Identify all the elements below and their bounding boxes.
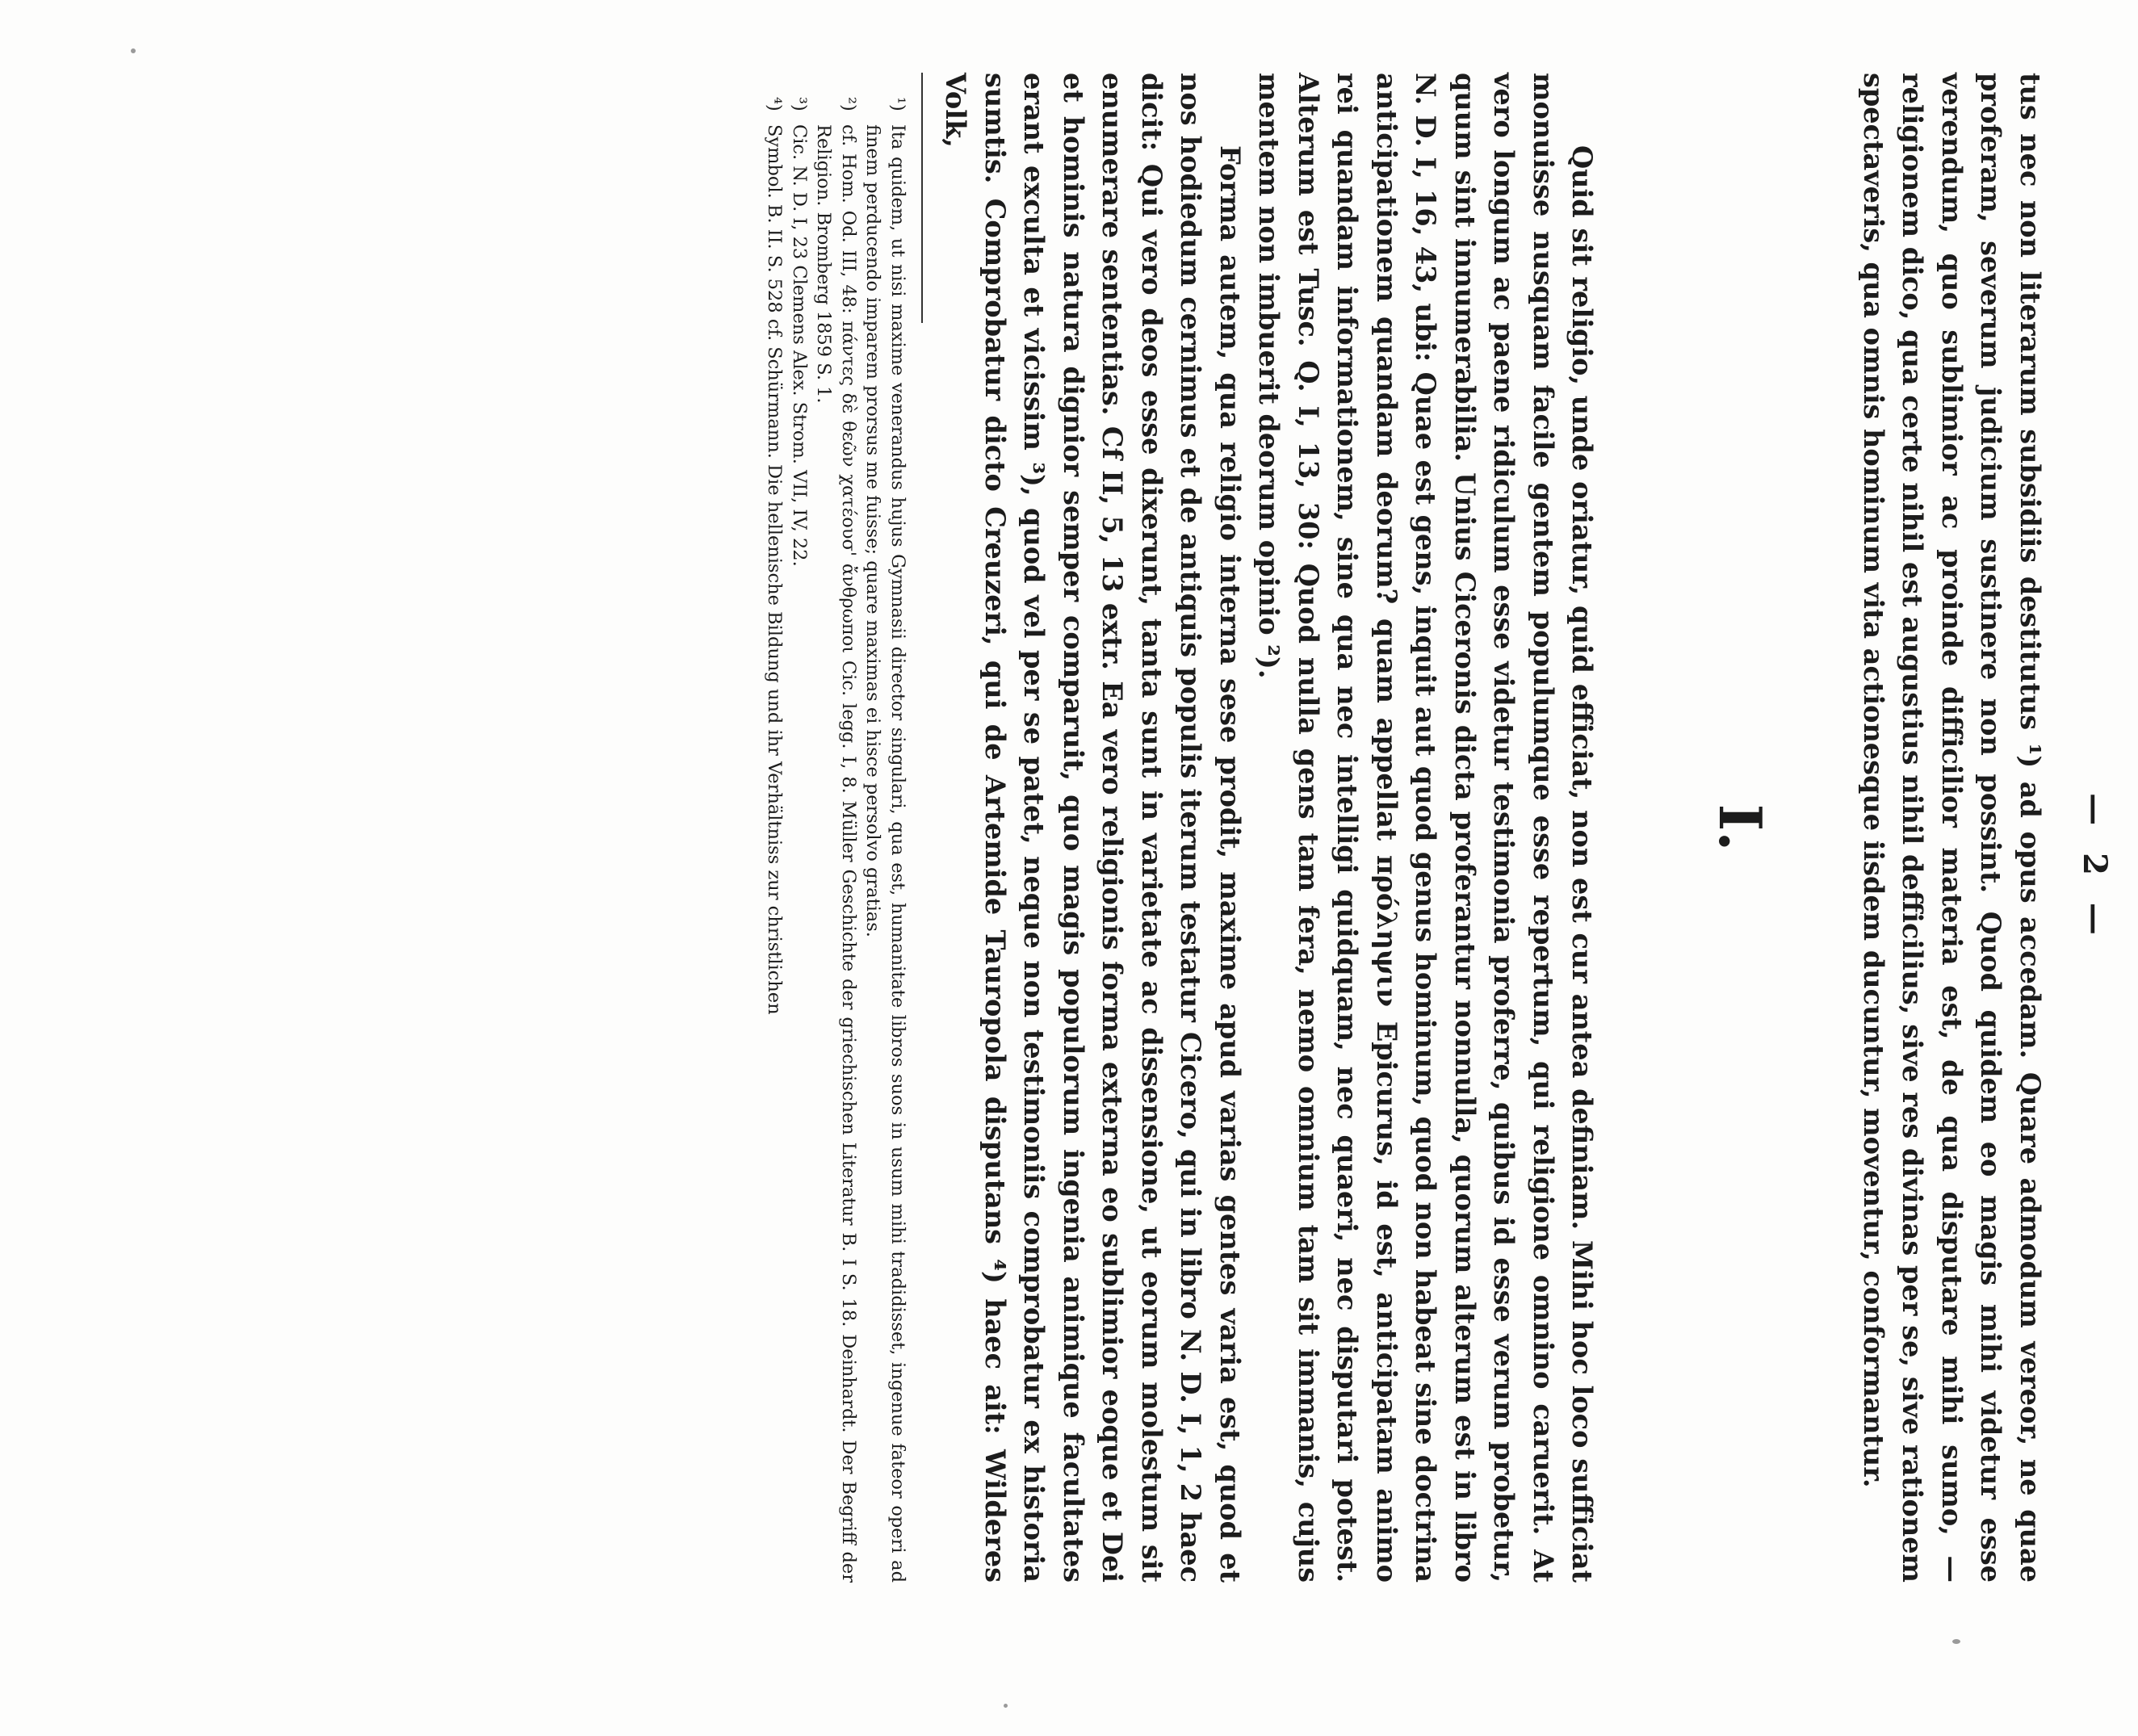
page-body — [762, 73, 2049, 1583]
footnote-marker: ²) — [838, 97, 859, 111]
footnote — [811, 73, 861, 1583]
footnote — [762, 73, 787, 1583]
paragraph-2: Forma autem, qua religio interna sese prodit, maxime apud varias gentes varia est, quod et nos hodiedum cernimus et de antiquis populis iterum testatur Cicero, qui in libro N. D. I, 1, 2 haec dicit: Qui vero deos esse dixerunt, tanta sunt in varietate ac dissensione, ut eorum molestum sit enumerare sententias. Cf II, 5, 13 extr. Ea vero religionis forma externa eo sublimior eoque et Dei et hominis natura dignior semper comparuit, quo magis populorum ingenia animique facultates erant exculta et vicissim ³), quod vel per se patet, neque non testimoniis comprobatur ex historia sumtis. Comprobatur dicto Creuzeri, qui de Artemide Tauropola disputans ⁴) haec ait: Wilderes Volk, — [940, 73, 1246, 1583]
footnote-marker: ³) — [789, 97, 810, 111]
footnote-text: cf. Hom. Od. III, 48: πάντες δὲ θεῶν χατέουσ' ἄνθρωποι Cic. legg. I, 8. Müller Geschichte der griechischen Literatur B. I S. 18. Deinhardt. Der Begriff der Religion. Bromberg 1859 S. 1. — [813, 124, 859, 1583]
footnote-text: Ita quidem, ut nisi maxime venerandus hujus Gymnasii director singulari, qua est, humanitate libros suos in usum mihi tradidisset, ingenue fateor operi ad finem perducendo imparem prorsus me fuisse; quare maximas ei hisce persolvo gratias. — [862, 124, 908, 1583]
paper-speck — [131, 48, 136, 53]
paragraph-1: Quid sit religio, unde oriatur, quid efficiat, non est cur antea definiam. Mihi hoc loco sufficiat monuisse nusquam facile gentem populumque esse repertum, qui religione omnino caruerit. At vero longum ac paene ridiculum esse videtur testimonia proferre, quibus id esse verum probetur, quum sint innumerabilia. Unius Ciceronis dicta proferantur nonnulla, quorum alterum est in libro N. D. I, 16, 43, ubi: Quae est gens, inquit aut quod genus hominum, quod non habeat sine doctrina anticipationem quandam deorum? quam appellat πρόληψιν Epicurus, id est, anticipatam animo rei quandam informationem, sine qua nec intelligi quidquam, nec quaeri, nec disputari potest. Alterum est Tusc. Q. I, 13, 30: Quod nulla gens tam fera, nemo omnium tam sit immanis, cujus mentem non imbuerit deorum opinio ²). — [1253, 73, 1599, 1583]
footnote-text: Symbol. B. II. S. 528 cf. Schürmann. Die hellenische Bildung und ihr Verhältniss zur christlichen — [764, 124, 786, 1015]
paper-speck — [1952, 1639, 1960, 1644]
footnote-separator — [921, 73, 923, 323]
paper-speck — [1004, 1704, 1008, 1708]
footnote — [787, 73, 812, 1583]
opening-paragraph: tus nec non literarum subsidiis destitutus ¹) ad opus accedam. Quare admodum vereor, ne quae proferam, severum judicium sustinere non possint. Quod quidem eo magis mihi videtur esse verendum, quo sublimior ac proinde difficilior materia est, de qua disputare mihi sumo, — religionem dico, qua certe nihil est augustius nihil defficilius, sive res divinas per se, sive rationem spectaveris, qua omnis hominum vita actionesque iisdem ducuntur, moventur, conformantur. — [1858, 73, 2046, 1583]
section-heading: I. — [1706, 803, 1775, 852]
footnote-text: Cic. N. D. I, 23 Clemens Alex. Strom. VII, IV, 22. — [789, 124, 810, 567]
footnotes — [762, 73, 910, 1583]
page-number: — 2 — — [2076, 793, 2114, 943]
footnote — [861, 73, 910, 1583]
footnote-marker: ¹) — [887, 97, 908, 111]
footnote-marker: ⁴) — [764, 97, 786, 111]
